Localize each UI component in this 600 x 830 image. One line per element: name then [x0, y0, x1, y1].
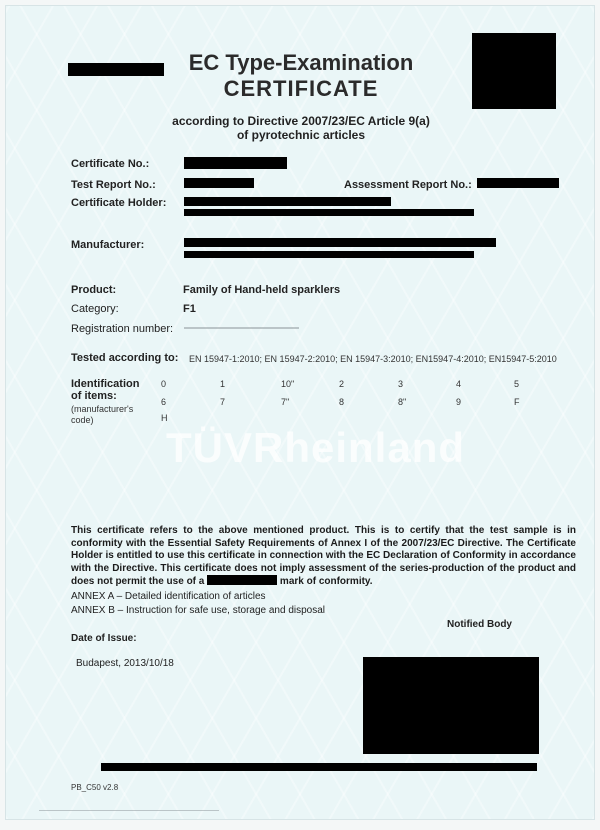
- tuv-watermark: TÜVRheinland: [166, 424, 466, 471]
- id-code: 7": [281, 397, 290, 407]
- notified-body-label: Notified Body: [447, 619, 512, 630]
- id-code: 3: [398, 379, 404, 389]
- subtitle-line1: according to Directive 2007/23/EC Article 9(a): [172, 114, 430, 128]
- manufacturer-label: Manufacturer:: [71, 239, 145, 251]
- test-report-no-label: Test Report No.:: [71, 179, 156, 191]
- redacted-signature-stamp: [363, 657, 539, 754]
- form-code: PB_C50 v2.8: [71, 783, 119, 792]
- title-line1: EC Type-Examination: [188, 50, 414, 75]
- id-code: 9: [456, 397, 462, 407]
- tiny-footer-print: [39, 810, 219, 811]
- id-code: F: [514, 397, 520, 407]
- assessment-report-no-label: Assessment Report No.:: [344, 179, 472, 191]
- category-value: F1: [183, 303, 196, 315]
- date-place: Budapest, 2013/10/18: [76, 658, 174, 669]
- paragraph-part2: mark of conformity.: [279, 576, 373, 587]
- annex-a: ANNEX A – Detailed identification of articles: [71, 591, 266, 602]
- id-code: H: [161, 413, 168, 423]
- date-of-issue-label: Date of Issue:: [71, 633, 137, 644]
- redacted-inline: [207, 575, 277, 585]
- paragraph-part1: This certificate refers to the above mentioned product. This is to certify that the test sample is in conformity with the Essential Safety Requirements of Annex I of the 2007/23/EC Directive. The Certificate Holder is entitled to use this certificate in connection with the EC Declaration of Conformity in accordance with the Directive. This certificate does not imply assessment of the series-production of the product and does not permit the use of a: [71, 525, 576, 587]
- category-label: Category:: [71, 303, 119, 315]
- redacted-certificate-no: [184, 157, 287, 169]
- identification-label-line2: of items:: [71, 390, 117, 402]
- id-code: 2: [339, 379, 345, 389]
- redacted-holder-name: [184, 197, 391, 206]
- redacted-manufacturer-address: [184, 251, 474, 258]
- registration-number-label: Registration number:: [71, 323, 174, 335]
- faded-registration-number: [184, 327, 299, 329]
- id-code: 10": [281, 379, 295, 389]
- tested-according-value: EN 15947-1:2010; EN 15947-2:2010; EN 15947-3:2010; EN15947-4:2010; EN15947-5:2010: [189, 354, 557, 364]
- subtitle-line2: of pyrotechnic articles: [236, 128, 366, 142]
- id-code: 8": [398, 397, 407, 407]
- certificate-holder-label: Certificate Holder:: [71, 197, 167, 209]
- certificate-page: [5, 5, 595, 820]
- redacted-assessment-report-no: [477, 178, 559, 188]
- annex-b: ANNEX B – Instruction for safe use, storage and disposal: [71, 605, 326, 616]
- id-code: 1: [220, 379, 226, 389]
- identification-note-line1: (manufacturer's: [71, 404, 134, 414]
- id-code: 5: [514, 379, 520, 389]
- certificate-no-label: Certificate No.:: [71, 158, 150, 170]
- title-line2: CERTIFICATE: [223, 76, 379, 101]
- identification-note-line2: code): [71, 415, 94, 425]
- product-label: Product:: [71, 284, 117, 296]
- tested-according-label: Tested according to:: [71, 352, 179, 364]
- id-code: 7: [220, 397, 226, 407]
- id-code: 0: [161, 379, 167, 389]
- id-code: 6: [161, 397, 167, 407]
- redacted-footer-line: [101, 763, 537, 771]
- id-code: 4: [456, 379, 462, 389]
- conformity-paragraph: [71, 525, 576, 589]
- redacted-holder-address: [184, 209, 474, 216]
- redacted-manufacturer-name: [184, 238, 496, 247]
- product-value: Family of Hand-held sparklers: [183, 284, 341, 296]
- id-code: 8: [339, 397, 345, 407]
- identification-label-line1: Identification: [71, 378, 140, 390]
- redacted-test-report-no: [184, 178, 254, 188]
